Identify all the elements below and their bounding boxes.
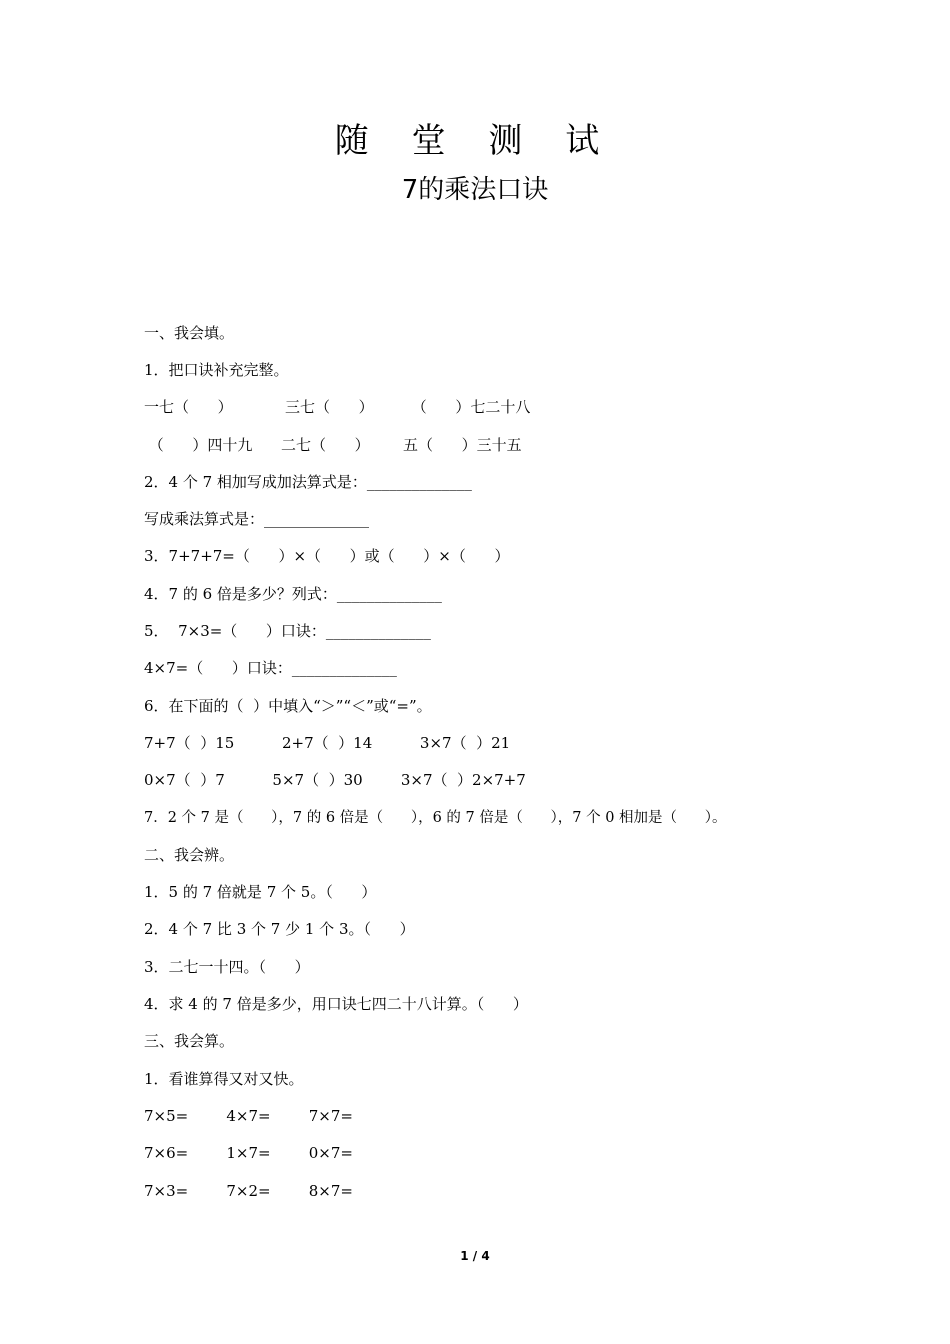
question-line: 1．把口诀补充完整。: [144, 361, 289, 379]
question-line: 2．4 个 7 比 3 个 7 少 1 个 3。（ ）: [144, 920, 415, 938]
question-line: 5． 7×3=（ ）口诀：______________: [144, 622, 431, 640]
calc-row: 7×6= 1×7= 0×7=: [144, 1144, 353, 1162]
question-line: 2．4 个 7 相加写成加法算式是：______________: [144, 473, 472, 491]
question-line: 6．在下面的（ ）中填入“＞”“＜”或“=”。: [144, 697, 432, 715]
section-heading-judge: 二、我会辨。: [144, 846, 235, 864]
section-heading-calc: 三、我会算。: [144, 1032, 235, 1050]
question-line: 3．7+7+7=（ ）×（ ）或（ ）×（ ）: [144, 547, 510, 565]
section-heading-fill: 一、我会填。: [144, 324, 235, 342]
question-line: 一七（ ） 三七（ ） （ ）七二十八: [144, 398, 531, 416]
question-line: 7+7（ ）15 2+7（ ）14 3×7（ ）21: [144, 734, 511, 752]
question-line: 7．2 个 7 是（ ），7 的 6 倍是（ ），6 的 7 倍是（ ），7 个 0 相加是（ ）。: [144, 810, 727, 826]
question-line: 4．求 4 的 7 倍是多少，用口诀七四二十八计算。（ ）: [144, 995, 528, 1013]
question-line: 3．二七一十四。（ ）: [144, 958, 310, 976]
question-line: 4．7 的 6 倍是多少？列式：______________: [144, 585, 442, 603]
page-subtitle: 7的乘法口诀: [401, 175, 549, 205]
question-line: （ ）四十九 二七（ ） 五（ ）三十五: [144, 436, 522, 454]
question-line: 1．看谁算得又对又快。: [144, 1070, 304, 1088]
question-line: 4×7=（ ）口诀：______________: [144, 659, 397, 677]
page-title: 随 堂 测 试: [334, 121, 616, 161]
question-line: 1．5 的 7 倍就是 7 个 5。（ ）: [144, 883, 377, 901]
question-line: 0×7（ ）7 5×7（ ）30 3×7（ ）2×7+7: [144, 771, 526, 789]
question-line: 写成乘法算式是：______________: [144, 510, 370, 528]
calc-row: 7×5= 4×7= 7×7=: [144, 1107, 353, 1125]
page-number: 1 / 4: [460, 1249, 490, 1263]
calc-row: 7×3= 7×2= 8×7=: [144, 1182, 353, 1200]
